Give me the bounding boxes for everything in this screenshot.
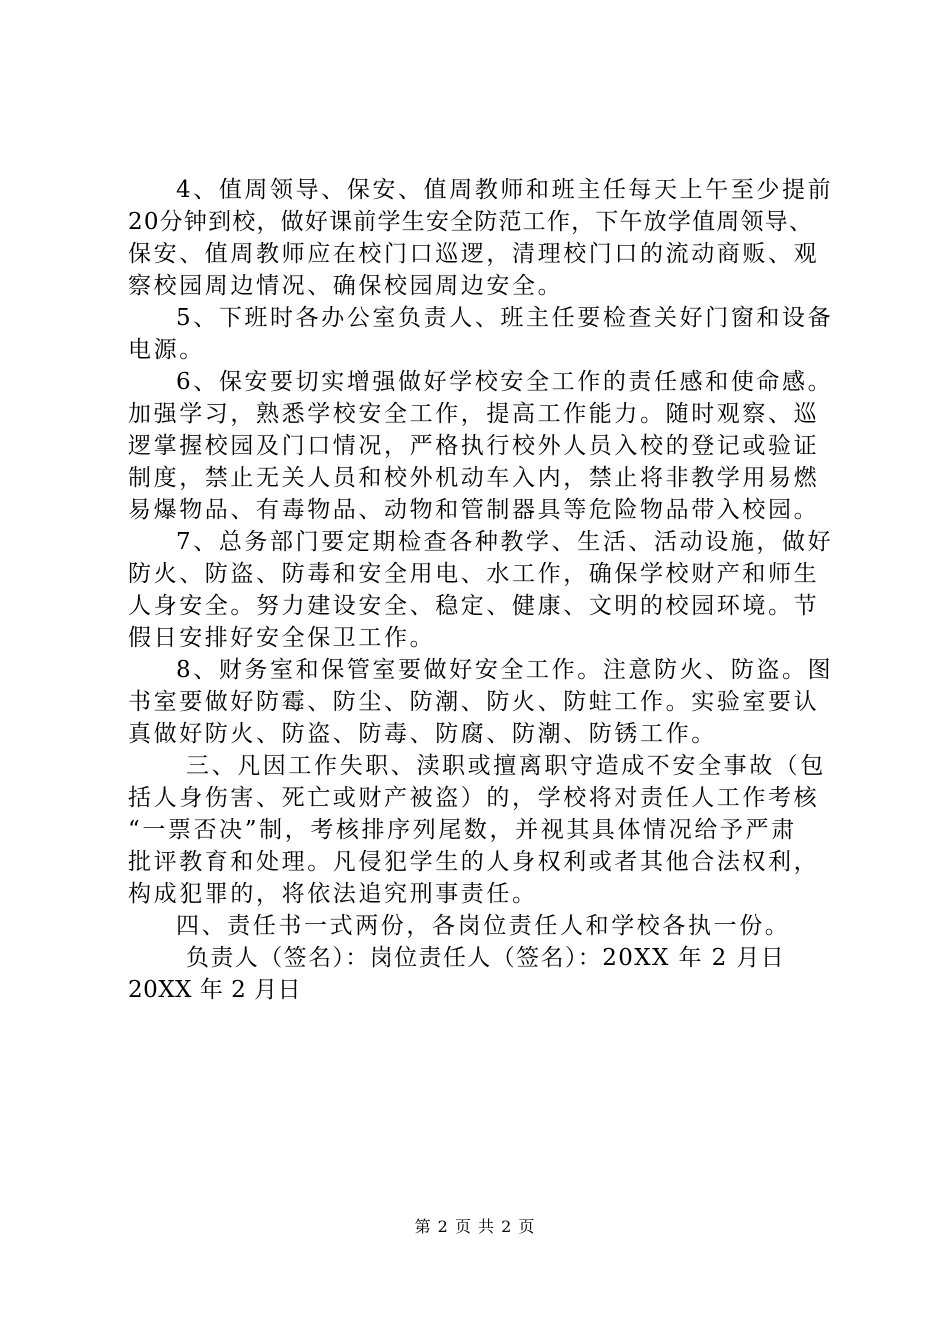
signature-line: 负责人（签名）：岗位责任人（签名）：20XX 年 2 月日 xyxy=(186,945,786,971)
paragraph-line: 构成犯罪的，将依法追究刑事责任。 xyxy=(128,881,538,907)
paragraph-line: 加强学习，熟悉学校安全工作，提高工作能力。随时观察、巡 xyxy=(128,401,820,427)
page-footer: 第 2 页 共 2 页 xyxy=(414,1217,536,1236)
paragraph-line: 8、财务室和保管室要做好安全工作。注意防火、防盗。图 xyxy=(176,657,834,683)
paragraph-line: 易爆物品、有毒物品、动物和管制器具等危险物品带入校园。 xyxy=(128,497,820,523)
paragraph-line: 假日安排好安全保卫工作。 xyxy=(128,625,436,651)
paragraph-line: 5、下班时各办公室负责人、班主任要检查关好门窗和设备 xyxy=(176,305,834,331)
paragraph-line: 20分钟到校，做好课前学生安全防范工作，下午放学值周领导、 xyxy=(128,209,814,235)
paragraph-line: 批评教育和处理。凡侵犯学生的人身权利或者其他合法权利， xyxy=(128,849,820,875)
paragraph-line: 人身安全。努力建设安全、稳定、健康、文明的校园环境。节 xyxy=(128,593,820,619)
paragraph-line: 真做好防火、防盗、防毒、防腐、防潮、防锈工作。 xyxy=(128,721,717,747)
paragraph-line: 三、凡因工作失职、渎职或擅离职守造成不安全事故（包 xyxy=(186,753,826,779)
paragraph-line: 7、总务部门要定期检查各种教学、生活、活动设施，做好 xyxy=(176,529,834,555)
paragraph-line: 防火、防盗、防毒和安全用电、水工作，确保学校财产和师生 xyxy=(128,561,820,587)
paragraph-line: 括人身伤害、死亡或财产被盗）的，学校将对责任人工作考核 xyxy=(128,785,820,811)
paragraph-line: 6、保安要切实增强做好学校安全工作的责任感和使命感。 xyxy=(176,369,834,395)
paragraph-line: 书室要做好防霉、防尘、防潮、防火、防蛀工作。实验室要认 xyxy=(128,689,820,715)
paragraph-line: 保安、值周教师应在校门口巡逻，清理校门口的流动商贩、观 xyxy=(128,241,820,267)
date-line: 20XX 年 2 月日 xyxy=(128,977,302,1003)
paragraph-line: 电源。 xyxy=(128,337,205,363)
paragraph-line: “一票否决”制，考核排序列尾数，并视其具体情况给予严肃 xyxy=(128,817,797,843)
paragraph-line: 四、责任书一式两份，各岗位责任人和学校各执一份。 xyxy=(176,913,791,939)
paragraph-line: 4、值周领导、保安、值周教师和班主任每天上午至少提前 xyxy=(176,177,834,203)
paragraph-line: 制度，禁止无关人员和校外机动车入内，禁止将非教学用易燃 xyxy=(128,465,820,491)
paragraph-line: 察校园周边情况、确保校园周边安全。 xyxy=(128,273,564,299)
paragraph-line: 逻掌握校园及门口情况，严格执行校外人员入校的登记或验证 xyxy=(128,433,820,459)
